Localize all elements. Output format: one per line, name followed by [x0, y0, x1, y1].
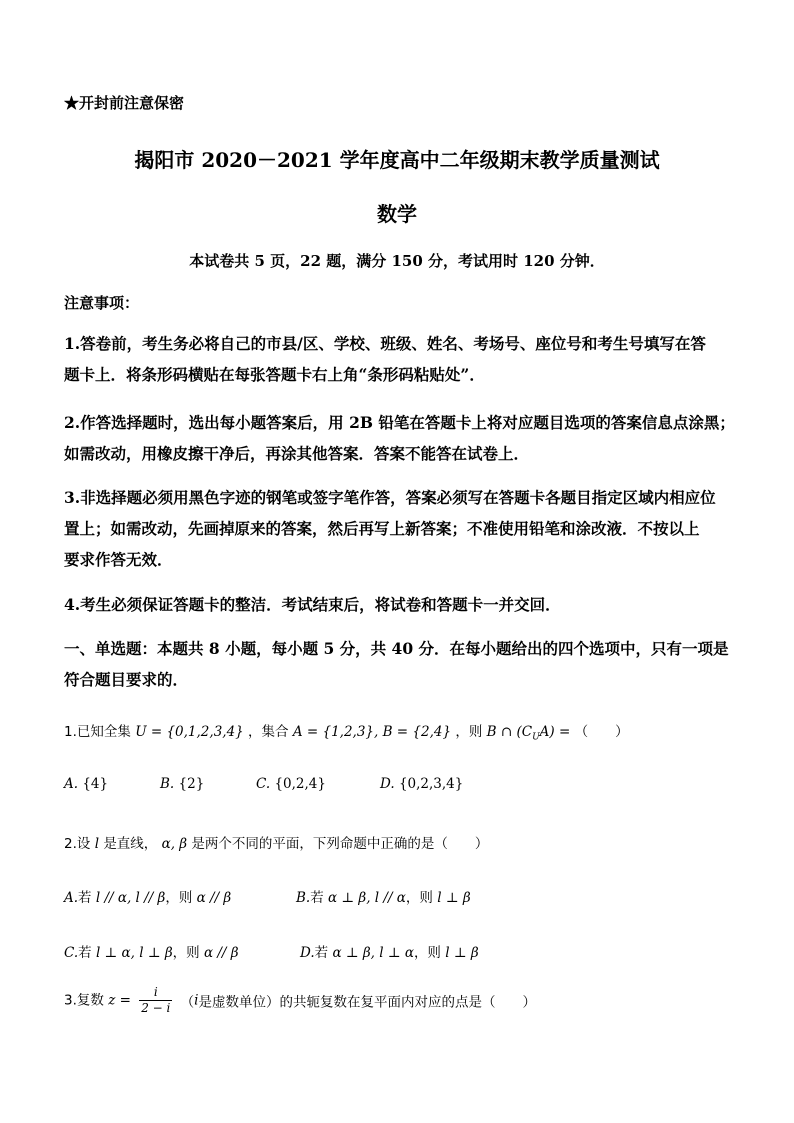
- question-3: [64, 985, 536, 1016]
- section-1-line-2: 符合题目要求的．: [64, 670, 189, 689]
- option-letter: D.: [380, 776, 395, 792]
- question-2-prefix: 2.设: [64, 836, 91, 852]
- option-letter: A.: [64, 776, 79, 792]
- option-result: α // β: [196, 890, 232, 906]
- option-letter: B.: [296, 890, 311, 906]
- exam-title: 揭阳市 2020－2021 学年度高中二年级期末教学质量测试: [134, 148, 660, 172]
- question-3-prefix: 3.复数: [64, 992, 104, 1009]
- notice-item-1-line-1: 1.答卷前，考生务必将自己的市县/区、学校、班级、姓名、考场号、座位号和考生号填写在答: [64, 334, 706, 353]
- option-result: l ⊥ β: [437, 890, 471, 906]
- notice-item-3-line-1: 3.非选择题必须用黑色字迹的钢笔或签字笔作答，答案必须写在答题卡各题目指定区域内相应位: [64, 488, 716, 507]
- question-1-then: ，则: [455, 724, 483, 740]
- notice-item-2: [64, 407, 744, 469]
- option-if: 若: [78, 890, 92, 906]
- notice-heading: 注意事项：: [64, 294, 140, 312]
- option-condition: l ⊥ α, l ⊥ β: [95, 945, 173, 961]
- option-then: ，则: [172, 945, 200, 961]
- question-3-note-rest: 是虚数单位）的共轭复数在复平面内对应的点是（ ）: [198, 994, 536, 1011]
- question-1-option-d[interactable]: [380, 776, 463, 792]
- question-2-option-c[interactable]: [64, 941, 239, 961]
- fraction-denominator: 2 − i: [141, 1001, 171, 1015]
- notice-item-4: [64, 589, 744, 620]
- notice-item-3: [64, 482, 744, 575]
- question-1-option-c[interactable]: [256, 776, 326, 792]
- option-if: 若: [314, 945, 329, 961]
- question-2-option-b[interactable]: [296, 886, 471, 906]
- question-1-prefix: 1.已知全集: [64, 724, 131, 740]
- option-if: 若: [78, 945, 92, 961]
- question-2-planes: α, β: [161, 836, 188, 852]
- option-condition: α ⊥ β, l // α: [328, 890, 406, 906]
- notice-item-4-line-1: 4.考生必须保证答题卡的整洁．考试结束后，将试卷和答题卡一并交回．: [64, 595, 561, 614]
- option-letter: B.: [160, 776, 175, 792]
- question-2-rest: 是两个不同的平面，下列命题中正确的是（ ）: [191, 836, 489, 852]
- question-1-mid: ，集合: [248, 724, 289, 740]
- option-then: ，则: [165, 890, 193, 906]
- option-condition: α ⊥ β, l ⊥ α: [332, 945, 414, 961]
- option-then: ，则: [413, 945, 441, 961]
- question-2-mid: 是直线，: [103, 836, 158, 852]
- question-1-expr-a: B ∩ (C: [486, 724, 533, 740]
- option-result: α // β: [203, 945, 239, 961]
- exam-info: 本试卷共 5 页，22 题，满分 150 分，考试用时 120 分钟．: [189, 252, 605, 270]
- question-1-expr-sub: U: [532, 732, 540, 743]
- question-1-universe: U = {0,1,2,3,4}: [135, 724, 244, 740]
- section-1-line-1: 一、单选题：本题共 8 小题，每小题 5 分，共 40 分．在每小题给出的四个选项中，只有一项是: [64, 639, 729, 658]
- confidential-notice: ★开封前注意保密: [64, 94, 185, 112]
- question-1-option-a[interactable]: [64, 776, 108, 792]
- option-value: {2}: [178, 776, 205, 792]
- question-2-option-a[interactable]: [64, 886, 231, 906]
- question-1-paren: （ ）: [574, 724, 629, 740]
- notice-item-2-line-2: 如需改动，用橡皮擦干净后，再涂其他答案．答案不能答在试卷上．: [64, 444, 530, 463]
- question-2-option-d[interactable]: [300, 941, 479, 961]
- option-condition: l // α, l // β: [95, 890, 166, 906]
- question-3-note-open: （: [180, 994, 195, 1011]
- question-3-fraction: [139, 985, 172, 1016]
- option-if: 若: [310, 890, 324, 906]
- notice-item-3-line-3: 要求作答无效．: [64, 550, 173, 569]
- subject-title: 数学: [377, 202, 417, 226]
- option-value: {4}: [82, 776, 109, 792]
- option-letter: D.: [300, 945, 315, 961]
- question-1: [64, 720, 629, 743]
- notice-item-1-line-2: 题卡上．将条形码横贴在每张答题卡右上角“条形码粘贴处”．: [64, 365, 485, 384]
- question-2: [64, 832, 488, 852]
- option-value: {0,2,4}: [274, 776, 326, 792]
- notice-item-1: [64, 328, 744, 390]
- question-1-expression: [486, 724, 571, 743]
- option-letter: C.: [256, 776, 271, 792]
- question-1-option-b[interactable]: [160, 776, 204, 792]
- question-3-note-i: i: [194, 992, 199, 1009]
- option-then: ，则: [405, 890, 433, 906]
- question-1-sets: A = {1,2,3}, B = {2,4}: [292, 724, 452, 740]
- option-letter: A.: [64, 890, 79, 906]
- option-result: l ⊥ β: [445, 945, 479, 961]
- question-1-expr-b: A) =: [539, 724, 571, 740]
- option-value: {0,2,3,4}: [398, 776, 464, 792]
- fraction-numerator: i: [153, 985, 158, 999]
- notice-item-3-line-2: 置上；如需改动，先画掉原来的答案，然后再写上新答案；不准使用铅笔和涂改液．不按以上: [64, 519, 700, 538]
- option-letter: C.: [64, 945, 79, 961]
- notice-item-2-line-1: 2.作答选择题时，选出每小题答案后，用 2B 铅笔在答题卡上将对应题目选项的答案信息点涂黑；: [64, 413, 735, 432]
- section-1-heading: [64, 633, 744, 695]
- question-2-line-var: l: [94, 836, 100, 852]
- question-3-z: z =: [108, 992, 131, 1009]
